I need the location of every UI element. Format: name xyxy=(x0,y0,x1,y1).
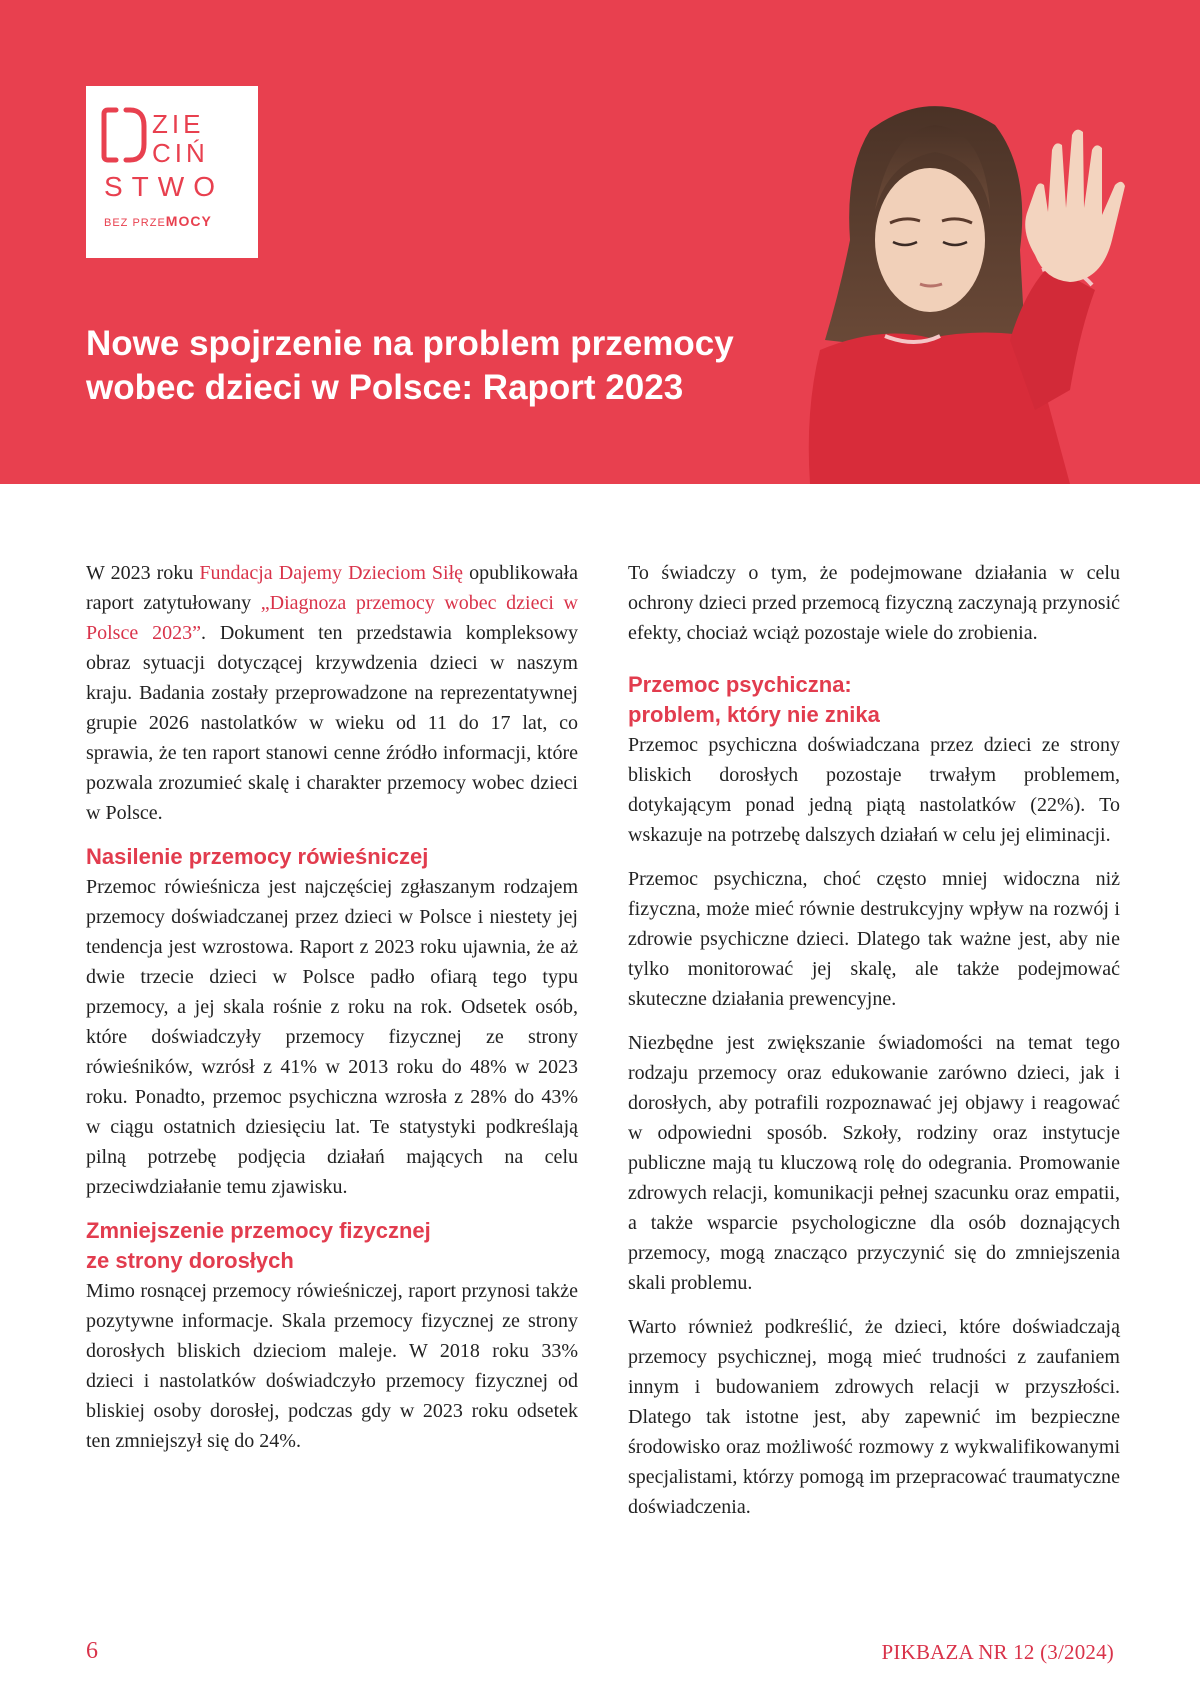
adult-physical-violence-paragraph: Mimo rosnącej przemocy rówieśniczej, raport przynosi także pozytywne informacje. Skala przemocy fizycznej ze strony dorosłych bliskich dzieciom maleje. W 2018 roku 33% dzieci i nastolatków doświadczyło przemocy fizycznej od bliskiej osoby dorosłej, podczas gdy w 2023 roku odsetek ten zmniejszył się do 24%. xyxy=(86,1280,578,1452)
psychological-violence-paragraph-2: Przemoc psychiczna, choć często mniej widoczna niż fizyczna, może mieć równie destrukcyjny wpływ na rozwój i zdrowie psychiczne dzieci. Dlatego tak ważne jest, aby nie tylko monitorować jej skalę, ale także podejmować skuteczne działania prewencyjne. xyxy=(628,868,1120,1010)
header-banner xyxy=(0,0,1200,484)
article-column-left xyxy=(86,558,578,1456)
psychological-violence-paragraph-1: Przemoc psychiczna doświadczana przez dzieci ze strony bliskich dorosłych pozostaje trwałym problemem, dotykającym ponad jedną piątą nastolatków (22%). To wskazuje na potrzebę dalszych działań w celu jej eliminacji. xyxy=(628,734,1120,846)
section-heading-adult-physical-violence: Zmniejszenie przemocy fizycznej ze strony dorosłych xyxy=(86,1218,431,1273)
page-number: 6 xyxy=(86,1638,98,1664)
report-title: „Diagnoza przemocy wobec dzieci w Polsce 2023” xyxy=(86,592,578,644)
psychological-violence-paragraph-3: Niezbędne jest zwiększanie świadomości na temat tego rodzaju przemocy oraz edukowanie zarówno dzieci, jak i dorosłych, aby potrafili rozpoznawać jej objawy i reagować w odpowiedni sposób. Szkoły, rodziny oraz instytucje publiczne mają tu kluczową rolę do odegrania. Promowanie zdrowych relacji, komunikacji pełnej szacunku oraz empatii, a także wsparcie psychologiczne dla osób doznających przemocy, mogą znacząco przyczynić się do zmniejszenia skali problemu. xyxy=(628,1032,1120,1294)
magazine-issue: PIKBAZA NR 12 (3/2024) xyxy=(881,1640,1114,1664)
peer-violence-paragraph: Przemoc rówieśnicza jest najczęściej zgłaszanym rodzajem przemocy doświadczanej przez dzieci w Polsce i niestety jej tendencja jest wzrostowa. Raport z 2023 roku ujawnia, że aż dwie trzecie dzieci w Polsce padło ofiarą tego typu przemocy, a jej skala rośnie z roku na rok. Odsetek osób, które doświadczyły przemocy fizycznej ze strony rówieśników, wzrósł z 41% w 2013 roku do 48% w 2023 roku. Ponadto, przemoc psychiczna wzrosła z 28% do 43% w ciągu ostatnich dziesięciu lat. Te statystyki podkreślają pilną potrzebę podjęcia działań mających na celu przeciwdziałanie temu zjawisku. xyxy=(86,876,578,1198)
article-title: Nowe spojrzenie na problem przemocy wobec dzieci w Polsce: Raport 2023 xyxy=(86,324,734,407)
section-heading-psychological-violence: Przemoc psychiczna: problem, który nie znika xyxy=(628,672,880,727)
svg-text:STWO: STWO xyxy=(104,171,224,202)
intro-paragraph: W 2023 roku Fundacja Dajemy Dzieciom Siłę opublikowała raport zatytułowany „Diagnoza przemocy wobec dzieci w Polsce 2023”. Dokument ten przedstawia kompleksowy obraz sytuacji dotyczącej krzywdzenia dzieci w naszym kraju. Badania zostały przeprowadzone na reprezentatywnej grupie 2026 nastolatków w wieku od 11 do 17 lat, co sprawia, że ten raport stanowi cenne źródło informacji, które pozwala zrozumieć skalę i charakter przemocy wobec dzieci w Polsce. xyxy=(86,562,579,824)
foundation-name: Fundacja Dajemy Dzieciom Siłę xyxy=(199,562,464,584)
logo-icon xyxy=(86,86,258,258)
logo-dziecinstwo-bez-przemocy xyxy=(86,86,258,258)
svg-text:CIŃ: CIŃ xyxy=(152,138,209,168)
adult-physical-violence-paragraph-cont: To świadczy o tym, że podejmowane działania w celu ochrony dzieci przed przemocą fizyczną zaczynają przynosić efekty, chociaż wciąż pozostaje wiele do zrobienia. xyxy=(628,562,1120,644)
section-heading-peer-violence: Nasilenie przemocy rówieśniczej xyxy=(86,844,429,869)
article-column-right xyxy=(628,558,1120,1522)
svg-text:BEZ PRZEMOCY: BEZ PRZEMOCY xyxy=(104,213,212,229)
psychological-violence-paragraph-4: Warto również podkreślić, że dzieci, które doświadczają przemocy psychicznej, mogą mieć trudności z zaufaniem innym i budowaniem zdrowych relacji w przyszłości. Dlatego tak istotne jest, aby zapewnić im bezpieczne środowisko oraz możliwość rozmowy z wykwalifikowanymi specjalistami, którzy pomogą im przepracować traumatyczne doświadczenia. xyxy=(628,1316,1120,1518)
girl-stop-gesture-photo xyxy=(780,90,1200,484)
svg-text:ZIE: ZIE xyxy=(152,109,205,139)
